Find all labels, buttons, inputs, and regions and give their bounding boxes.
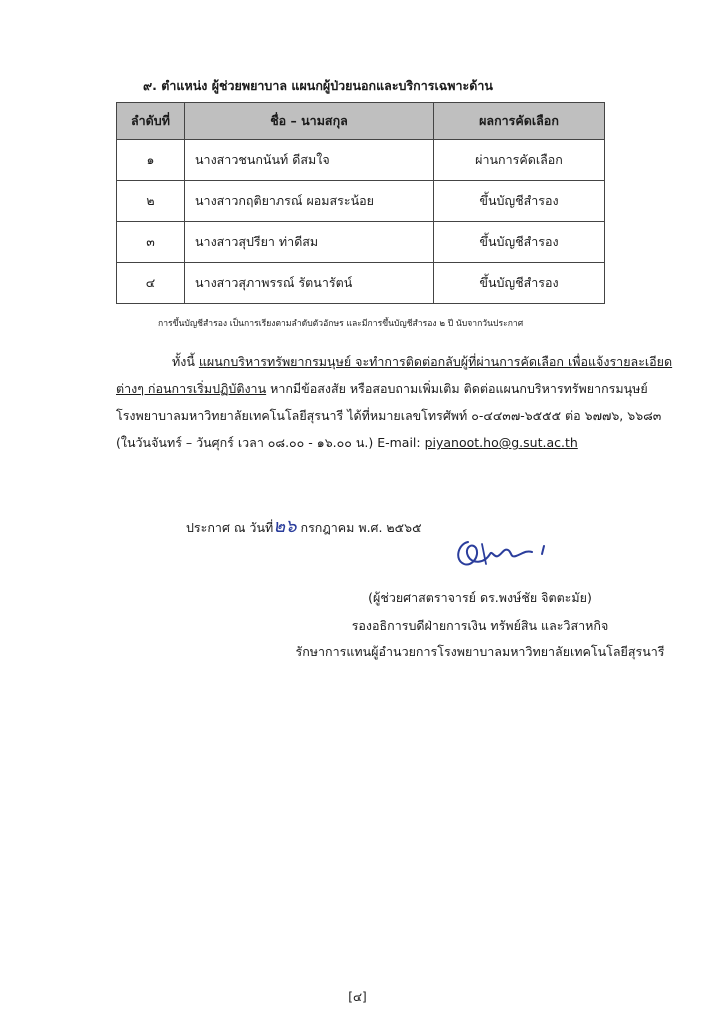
selection-results-table [116,102,605,304]
section-title: ๙. ตำแหน่ง ผู้ช่วยพยาบาล แผนกผู้ป่วยนอกและบริการเฉพาะด้าน [143,78,493,93]
office-hours: (ในวันจันทร์ – วันศุกร์ เวลา ๐๘.๐๐ - ๑๖.๐๐ น.) E-mail: [116,435,425,450]
signatory-position-1: รองอธิการบดีฝ่ายการเงิน ทรัพย์สิน และวิสาหกิจ [351,618,609,633]
row-order: ๒ [117,181,185,222]
page-number: [๔] [348,990,367,1004]
reserve-list-note: การขึ้นบัญชีสำรอง เป็นการเรียงตามลำดับตัวอักษร และมีการขึ้นบัญชีสำรอง ๒ ปี นับจากวันประกาศ [158,319,524,329]
handwritten-day: ๒๖ [273,516,297,537]
row-name: นางสาวสุภาพรรณ์ รัตนารัตน์ [185,263,434,304]
row-order: ๔ [117,263,185,304]
paragraph-line-3: โรงพยาบาลมหาวิทยาลัยเทคโนโลยีสุรนารี ได้ที่หมายเลขโทรศัพท์ ๐-๔๔๓๗-๖๕๕๕ ต่อ ๖๗๗๖, ๖๖๘๓ [116,408,662,423]
row-order: ๓ [117,222,185,263]
header-result: ผลการคัดเลือก [434,103,605,140]
signatory-name: (ผู้ช่วยศาสตราจารย์ ดร.พงษ์ชัย จิตตะมัย) [368,590,592,605]
row-result: ขึ้นบัญชีสำรอง [434,222,605,263]
announcement-date [186,511,422,540]
table-row [117,140,605,181]
paragraph-line-2 [116,379,648,399]
row-result: ขึ้นบัญชีสำรอง [434,263,605,304]
row-name: นางสาวชนกนันท์ ดีสมใจ [185,140,434,181]
table-header-row [117,103,605,140]
header-name: ชื่อ – นามสกุล [185,103,434,140]
row-name: นางสาวกฤติยาภรณ์ ผอมสระน้อย [185,181,434,222]
pre-work-details: ต่างๆ ก่อนการเริ่มปฏิบัติงาน [116,381,267,396]
table-row [117,263,605,304]
paragraph-line-4 [116,433,606,453]
date-suffix: กรกฎาคม พ.ศ. ๒๕๖๕ [296,520,422,535]
header-order: ลำดับที่ [117,103,185,140]
table-row [117,181,605,222]
signatory-position-2: รักษาการแทนผู้อำนวยการโรงพยาบาลมหาวิทยาลัยเทคโนโลยีสุรนารี [295,644,665,659]
row-result: ขึ้นบัญชีสำรอง [434,181,605,222]
email-link[interactable]: piyanoot.ho@g.sut.ac.th [424,435,578,450]
signature-icon [450,534,570,578]
row-result: ผ่านการคัดเลือก [434,140,605,181]
paragraph-line-2-rest: หากมีข้อสงสัย หรือสอบถามเพิ่มเติม ติดต่อแผนกบริหารทรัพยากรมนุษย์ [266,381,648,396]
hr-contact-notice: แผนกบริหารทรัพยากรมนุษย์ จะทำการติดต่อกลับผู้ที่ผ่านการคัดเลือก เพื่อแจ้งรายละเอียด [198,354,673,369]
paragraph-line-1 [116,352,673,372]
date-prefix: ประกาศ ณ วันที่ [186,520,274,535]
row-name: นางสาวสุปรียา ท่าดีสม [185,222,434,263]
table-row [117,222,605,263]
paragraph-lead: ทั้งนี้ [172,354,195,369]
row-order: ๑ [117,140,185,181]
